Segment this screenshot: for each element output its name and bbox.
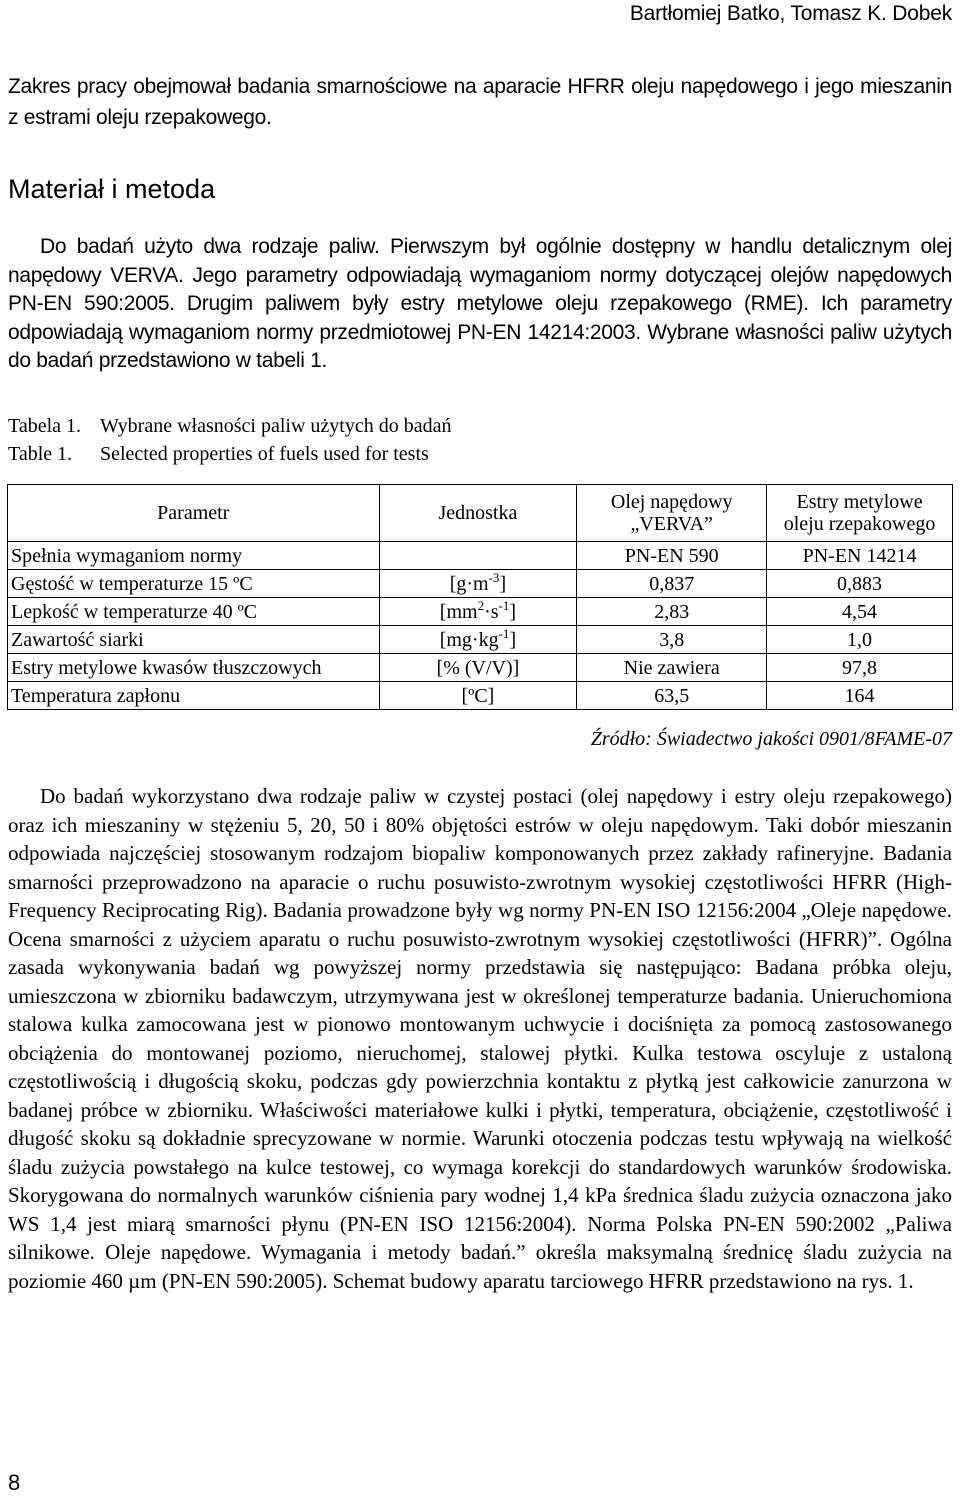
table-caption-en-text: Selected properties of fuels used for tests	[100, 443, 429, 465]
unit-sup: 2	[477, 597, 485, 613]
header-verva-line1: Olej napędowy	[610, 491, 733, 513]
cell-unit: [ºC]	[379, 682, 577, 710]
cell-unit	[379, 626, 577, 654]
table-row	[8, 654, 953, 682]
cell-rme: 1,0	[767, 626, 953, 654]
cell-verva: 63,5	[577, 682, 767, 710]
header-rme	[767, 485, 953, 542]
unit-end: ]	[509, 628, 517, 651]
unit-sup2: -1	[498, 597, 510, 613]
cell-verva: 2,83	[577, 598, 767, 626]
table-row	[8, 570, 953, 598]
cell-parameter: Gęstość w temperaturze 15 ºC	[8, 570, 380, 598]
fuel-properties-table	[7, 484, 953, 710]
cell-verva: Nie zawiera	[577, 654, 767, 682]
table-row	[8, 682, 953, 710]
cell-unit: [% (V/V)]	[379, 654, 577, 682]
cell-rme: PN-EN 14214	[767, 542, 953, 570]
section-title: Materiał i metoda	[8, 174, 216, 204]
method-paragraph: Do badań użyto dwa rodzaje paliw. Pierwszym był ogólnie dostępny w handlu detalicznym olej napędowy VERVA. Jego parametry odpowiadają wymaganiom normy dotyczącej olejów napędowych PN-EN 590:2005. Drugim paliwem były estry metylowe oleju rzepakowego (RME). Ich parametry odpowiadają wymaganiom normy przedmiotowej PN-EN 14214:2003. Wybrane własności paliw użytych do badań przedstawiono w tabeli 1.	[8, 235, 952, 372]
cell-verva: 0,837	[577, 570, 767, 598]
unit-base: [mm	[439, 600, 478, 623]
header-unit: Jednostka	[379, 485, 577, 542]
cell-rme: 97,8	[767, 654, 953, 682]
cell-parameter: Spełnia wymaganiom normy	[8, 542, 380, 570]
table-caption-en	[8, 443, 429, 466]
unit-end: ]	[499, 572, 507, 595]
cell-rme: 0,883	[767, 570, 953, 598]
cell-parameter: Zawartość siarki	[8, 626, 380, 654]
table-caption-pl-label: Tabela 1.	[8, 415, 82, 437]
table-row	[8, 542, 953, 570]
table-caption-en-label: Table 1.	[8, 443, 73, 465]
cell-parameter: Lepkość w temperaturze 40 ºC	[8, 598, 380, 626]
cell-verva: 3,8	[577, 626, 767, 654]
header-parameter: Parametr	[8, 485, 380, 542]
unit-base: [g·m	[449, 572, 489, 595]
unit-base: [mg·kg	[439, 628, 499, 651]
header-rme-line2: oleju rzepakowego	[783, 513, 936, 535]
table-header-row	[8, 485, 953, 542]
page-number: 8	[8, 1470, 21, 1495]
unit-mid: ·s	[484, 600, 499, 623]
unit-sup: -1	[498, 625, 510, 641]
header-rme-line1: Estry metylowe	[796, 491, 923, 513]
unit-sup: -3	[488, 569, 500, 585]
intro-paragraph: Zakres pracy obejmował badania smarnościowe na aparacie HFRR oleju napędowego i jego mieszanin z estrami oleju rzepakowego.	[8, 75, 952, 129]
cell-parameter: Estry metylowe kwasów tłuszczowych	[8, 654, 380, 682]
cell-parameter: Temperatura zapłonu	[8, 682, 380, 710]
cell-rme: 4,54	[767, 598, 953, 626]
body-paragraph: Do badań wykorzystano dwa rodzaje paliw w czystej postaci (olej napędowy i estry oleju rzepakowego) oraz ich mieszaniny w stężeniu 5, 20, 50 i 80% objętości estrów w oleju napędowym. Taki dobór mieszanin odpowiada najczęściej stosowanym rodzajom biopaliw komponowanych przez zakłady rafineryjne. Badania smarności przeprowadzono na aparacie o ruchu posuwisto-zwrotnym wysokiej częstotliwości HFRR (High-Frequency Reciprocating Rig). Badania prowadzone były wg normy PN-EN ISO 12156:2004 „Oleje napędowe. Ocena smarności z użyciem aparatu o ruchu posuwisto-zwrotnym wysokiej częstotliwości (HFRR)”. Ogólna zasada wykonywania badań wg powyższej normy przedstawia się następująco: Badana próbka oleju, umieszczona w zbiorniku badawczym, utrzymywana jest w określonej temperaturze badania. Unieruchomiona stalowa kulka zamocowana jest w pionowo montowanym uchwycie i dociśnięta za pomocą zastosowanego obciążenia do montowanej poziomo, nieruchomej, stalowej płytki. Kulka testowa oscyluje z ustaloną częstotliwością i długością skoku, podczas gdy powierzchnia kontaktu z płytką jest całkowicie zanurzona w badanej próbce w zbiorniku. Właściwości materiałowe kulki i płytki, temperatura, obciążenie, częstotliwość i długość skoku są dokładnie sprecyzowane w normie. Warunki otoczenia podczas testu wpływają na wielkość śladu zużycia powstałego na kulce testowej, co wymaga korekcji do standardowych warunków środowiska. Skorygowana do normalnych warunków ciśnienia pary wodnej 1,4 kPa średnica śladu zużycia oznaczona jako WS 1,4 jest miarą smarności płynu (PN-EN ISO 12156:2004). Norma Polska PN-EN 590:2002 „Paliwa silnikowe. Oleje napędowe. Wymagania i metody badań.” określa maksymalną średnicę śladu zużycia na poziomie 460 µm (PN-EN 590:2005). Schemat budowy aparatu tarciowego HFRR przedstawiono na rys. 1.	[8, 784, 952, 1293]
cell-unit	[379, 542, 577, 570]
cell-rme: 164	[767, 682, 953, 710]
table-caption-pl	[8, 415, 451, 438]
table-row	[8, 626, 953, 654]
running-head: Bartłomiej Batko, Tomasz K. Dobek	[629, 2, 952, 25]
cell-unit	[379, 570, 577, 598]
table-row	[8, 598, 953, 626]
table-source: Źródło: Świadectwo jakości 0901/8FAME-07	[590, 728, 952, 750]
cell-unit	[379, 598, 577, 626]
table-caption-pl-text: Wybrane własności paliw użytych do badań	[100, 415, 452, 437]
cell-verva: PN-EN 590	[577, 542, 767, 570]
header-verva-line2: „VERVA”	[630, 513, 713, 535]
unit-end: ]	[509, 600, 517, 623]
header-verva	[577, 485, 767, 542]
